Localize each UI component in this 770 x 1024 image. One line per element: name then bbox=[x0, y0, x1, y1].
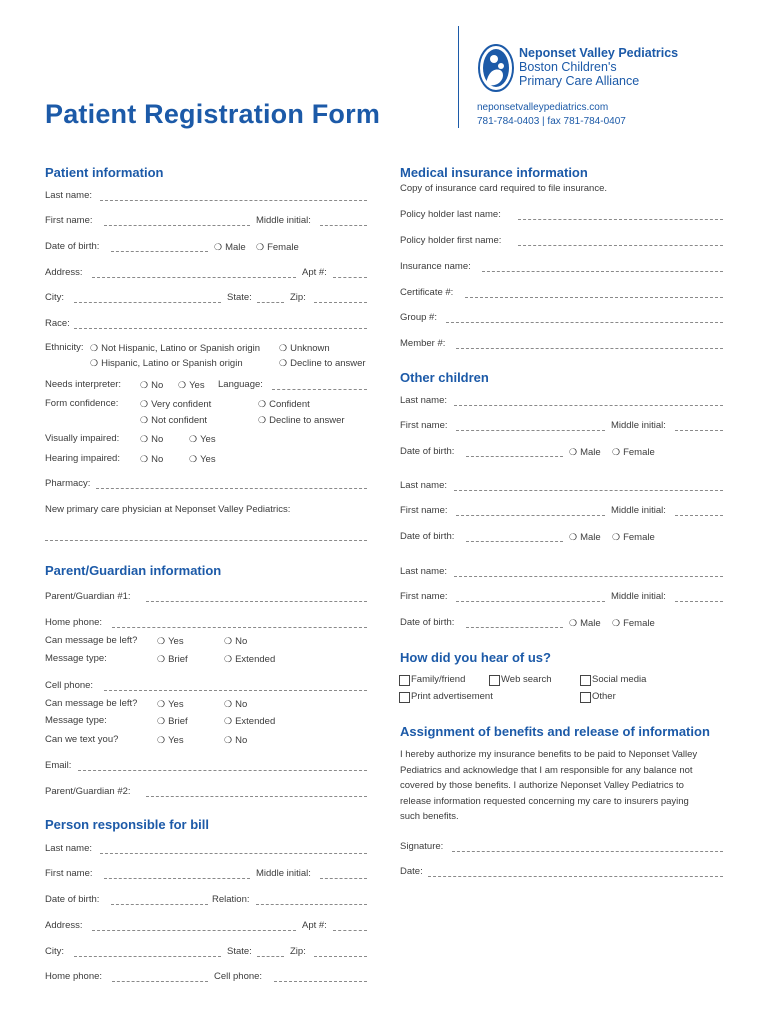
resp-first-name-label: First name: bbox=[45, 868, 93, 879]
child2-male-radio[interactable]: ❍ Male bbox=[569, 531, 601, 544]
child3-first-name-label: First name: bbox=[400, 591, 448, 602]
pg2-field[interactable] bbox=[146, 796, 367, 797]
resp-address-label: Address: bbox=[45, 920, 83, 931]
patient-last-name-label: Last name: bbox=[45, 190, 92, 201]
holder-last-field[interactable] bbox=[518, 219, 723, 220]
resp-first-name-field[interactable] bbox=[104, 878, 250, 879]
signature-label: Signature: bbox=[400, 841, 444, 852]
patient-apt-field[interactable] bbox=[333, 277, 367, 278]
group-field[interactable] bbox=[446, 322, 723, 323]
patient-address-field[interactable] bbox=[92, 277, 296, 278]
assignment-text-line1: I hereby authorize my insurance benefits to be paid to Neponset Valley bbox=[400, 749, 698, 760]
child2-first-name-label: First name: bbox=[400, 505, 448, 516]
pg1-field[interactable] bbox=[146, 601, 367, 602]
can-text-label: Can we text you? bbox=[45, 734, 119, 745]
patient-race-field[interactable] bbox=[74, 328, 367, 329]
patient-address-label: Address: bbox=[45, 267, 83, 278]
resp-home-phone-label: Home phone: bbox=[45, 971, 103, 982]
resp-apt-label: Apt #: bbox=[302, 920, 327, 931]
header-divider bbox=[458, 26, 459, 128]
resp-address-field[interactable] bbox=[92, 930, 296, 931]
patient-middle-initial-field[interactable] bbox=[320, 225, 367, 226]
patient-first-name-field[interactable] bbox=[104, 225, 250, 226]
child2-last-name-field[interactable] bbox=[454, 490, 723, 491]
resp-relation-label: Relation: bbox=[212, 894, 250, 905]
pharmacy-field[interactable] bbox=[96, 488, 367, 489]
cell-message-type-label: Message type: bbox=[45, 715, 107, 726]
interpreter-no-radio[interactable]: ❍ No bbox=[140, 379, 163, 392]
patient-zip-label: Zip: bbox=[290, 292, 306, 303]
eth-hispanic-radio[interactable]: ❍ Hispanic, Latino or Spanish origin bbox=[90, 357, 243, 370]
assignment-text-line3: covered by those benefits. I authorize Neponset Valley Pediatrics to bbox=[400, 780, 684, 791]
child1-last-name-label: Last name: bbox=[400, 395, 447, 406]
language-label: Language: bbox=[218, 379, 263, 390]
assignment-text-line4: release information requested concerning my care to insurers paying bbox=[400, 796, 689, 807]
resp-state-field[interactable] bbox=[257, 956, 284, 957]
child1-male-radio[interactable]: ❍ Male bbox=[569, 446, 601, 459]
child3-last-name-field[interactable] bbox=[454, 576, 723, 577]
patient-dob-field[interactable] bbox=[111, 251, 208, 252]
home-brief-radio[interactable]: ❍ Brief bbox=[157, 653, 188, 666]
hearing-no-radio[interactable]: ❍ No bbox=[140, 453, 163, 466]
resp-home-phone-field[interactable] bbox=[112, 981, 208, 982]
assignment-heading: Assignment of benefits and release of information bbox=[400, 724, 710, 739]
child3-first-name-field[interactable] bbox=[456, 601, 605, 602]
responsible-heading: Person responsible for bill bbox=[45, 817, 209, 832]
patient-first-name-label: First name: bbox=[45, 215, 93, 226]
resp-dob-label: Date of birth: bbox=[45, 894, 100, 905]
insurance-name-field[interactable] bbox=[482, 271, 723, 272]
child2-first-name-field[interactable] bbox=[456, 515, 605, 516]
eth-unknown-radio[interactable]: ❍ Unknown bbox=[279, 342, 330, 355]
child1-middle-initial-field[interactable] bbox=[675, 430, 723, 431]
phone-fax: 781-784-0403 | fax 781-784-0407 bbox=[477, 116, 626, 127]
email-field[interactable] bbox=[78, 770, 367, 771]
group-label: Group #: bbox=[400, 312, 437, 323]
child1-first-name-field[interactable] bbox=[456, 430, 605, 431]
print-label: Print advertisement bbox=[411, 691, 493, 702]
child3-middle-initial-field[interactable] bbox=[675, 601, 723, 602]
resp-apt-field[interactable] bbox=[333, 930, 367, 931]
pharmacy-label: Pharmacy: bbox=[45, 478, 91, 489]
other-label: Other bbox=[592, 691, 616, 702]
child2-last-name-label: Last name: bbox=[400, 480, 447, 491]
assignment-text-line5: such benefits. bbox=[400, 811, 459, 822]
print-checkbox[interactable] bbox=[399, 692, 410, 703]
child1-dob-field[interactable] bbox=[466, 456, 563, 457]
pg1-cell-phone-field[interactable] bbox=[104, 690, 367, 691]
child2-dob-label: Date of birth: bbox=[400, 531, 455, 542]
resp-city-label: City: bbox=[45, 946, 64, 957]
patient-city-label: City: bbox=[45, 292, 64, 303]
certificate-label: Certificate #: bbox=[400, 287, 454, 298]
patient-race-label: Race: bbox=[45, 318, 70, 329]
insurance-note: Copy of insurance card required to file insurance. bbox=[400, 183, 608, 194]
confident-radio[interactable]: ❍ Confident bbox=[258, 398, 310, 411]
new-pcp-label: New primary care physician at Neponset Valley Pediatrics: bbox=[45, 504, 291, 515]
patient-last-name-field[interactable] bbox=[100, 200, 367, 201]
patient-city-field[interactable] bbox=[74, 302, 221, 303]
insurance-heading: Medical insurance information bbox=[400, 165, 588, 180]
child3-dob-field[interactable] bbox=[466, 627, 563, 628]
page-title: Patient Registration Form bbox=[45, 99, 381, 129]
visual-yes-radio[interactable]: ❍ Yes bbox=[189, 433, 216, 446]
eth-not-hispanic-radio[interactable]: ❍ Not Hispanic, Latino or Spanish origin bbox=[90, 342, 260, 355]
child2-female-radio[interactable]: ❍ Female bbox=[612, 531, 655, 544]
child1-last-name-field[interactable] bbox=[454, 405, 723, 406]
web-checkbox[interactable] bbox=[489, 675, 500, 686]
brand-name: Neponset Valley Pediatrics bbox=[519, 46, 679, 60]
website-link[interactable]: neponsetvalleypediatrics.com bbox=[477, 102, 609, 113]
holder-last-label: Policy holder last name: bbox=[400, 209, 501, 220]
social-label: Social media bbox=[592, 674, 647, 685]
child1-middle-initial-label: Middle initial: bbox=[611, 420, 666, 431]
patient-male-radio[interactable]: ❍ Male bbox=[214, 241, 246, 254]
child3-female-radio[interactable]: ❍ Female bbox=[612, 617, 655, 630]
home-message-type-label: Message type: bbox=[45, 653, 107, 664]
hearing-yes-radio[interactable]: ❍ Yes bbox=[189, 453, 216, 466]
date-label: Date: bbox=[400, 866, 423, 877]
patient-female-radio[interactable]: ❍ Female bbox=[256, 241, 299, 254]
holder-first-label: Policy holder first name: bbox=[400, 235, 502, 246]
resp-dob-field[interactable] bbox=[111, 904, 208, 905]
patient-state-field[interactable] bbox=[257, 302, 284, 303]
pg1-cell-phone-label: Cell phone: bbox=[45, 680, 94, 691]
home-can-message-label: Can message be left? bbox=[45, 635, 138, 646]
child1-female-radio[interactable]: ❍ Female bbox=[612, 446, 655, 459]
logo-icon bbox=[476, 42, 516, 94]
interpreter-yes-radio[interactable]: ❍ Yes bbox=[178, 379, 205, 392]
family-checkbox[interactable] bbox=[399, 675, 410, 686]
home-extended-radio[interactable]: ❍ Extended bbox=[224, 653, 275, 666]
resp-zip-label: Zip: bbox=[290, 946, 306, 957]
resp-cell-phone-label: Cell phone: bbox=[214, 971, 263, 982]
pg1-home-phone-label: Home phone: bbox=[45, 617, 103, 628]
hearing-impaired-label: Hearing impaired: bbox=[45, 453, 120, 464]
resp-zip-field[interactable] bbox=[314, 956, 367, 957]
patient-zip-field[interactable] bbox=[314, 302, 367, 303]
family-label: Family/friend bbox=[411, 674, 466, 685]
web-label: Web search bbox=[501, 674, 552, 685]
hear-heading: How did you hear of us? bbox=[400, 650, 551, 665]
home-message-yes-radio[interactable]: ❍ Yes bbox=[157, 635, 184, 648]
resp-middle-initial-label: Middle initial: bbox=[256, 868, 311, 879]
patient-middle-initial-label: Middle initial: bbox=[256, 215, 311, 226]
child2-dob-field[interactable] bbox=[466, 541, 563, 542]
patient-info-heading: Patient information bbox=[45, 165, 164, 180]
pg2-label: Parent/Guardian #2: bbox=[45, 786, 131, 797]
email-label: Email: bbox=[45, 760, 72, 771]
pg1-home-phone-field[interactable] bbox=[112, 627, 367, 628]
patient-dob-label: Date of birth: bbox=[45, 241, 100, 252]
child3-middle-initial-label: Middle initial: bbox=[611, 591, 666, 602]
patient-apt-label: Apt #: bbox=[302, 267, 327, 278]
brand-line3: Primary Care Alliance bbox=[519, 74, 640, 88]
patient-state-label: State: bbox=[227, 292, 252, 303]
home-message-no-radio[interactable]: ❍ No bbox=[224, 635, 247, 648]
child3-last-name-label: Last name: bbox=[400, 566, 447, 577]
cell-message-yes-radio[interactable]: ❍ Yes bbox=[157, 698, 184, 711]
other-children-heading: Other children bbox=[400, 370, 489, 385]
visually-impaired-label: Visually impaired: bbox=[45, 433, 120, 444]
child1-first-name-label: First name: bbox=[400, 420, 448, 431]
signature-field[interactable] bbox=[452, 851, 723, 852]
member-label: Member #: bbox=[400, 338, 446, 349]
visual-no-radio[interactable]: ❍ No bbox=[140, 433, 163, 446]
holder-first-field[interactable] bbox=[518, 245, 723, 246]
ethnicity-label: Ethnicity: bbox=[45, 342, 84, 353]
resp-last-name-field[interactable] bbox=[100, 853, 367, 854]
cell-message-no-radio[interactable]: ❍ No bbox=[224, 698, 247, 711]
resp-state-label: State: bbox=[227, 946, 252, 957]
resp-middle-initial-field[interactable] bbox=[320, 878, 367, 879]
social-checkbox[interactable] bbox=[580, 675, 591, 686]
text-yes-radio[interactable]: ❍ Yes bbox=[157, 734, 184, 747]
resp-relation-field[interactable] bbox=[256, 904, 367, 905]
resp-cell-phone-field[interactable] bbox=[274, 981, 367, 982]
other-checkbox[interactable] bbox=[580, 692, 591, 703]
confidence-decline-radio[interactable]: ❍ Decline to answer bbox=[258, 414, 345, 427]
certificate-field[interactable] bbox=[465, 297, 723, 298]
resp-last-name-label: Last name: bbox=[45, 843, 92, 854]
cell-brief-radio[interactable]: ❍ Brief bbox=[157, 715, 188, 728]
cell-extended-radio[interactable]: ❍ Extended bbox=[224, 715, 275, 728]
pg1-label: Parent/Guardian #1: bbox=[45, 591, 131, 602]
brand-line2: Boston Children's bbox=[519, 60, 617, 74]
assignment-text-line2: Pediatrics and acknowledge that I am responsible for any balance not bbox=[400, 765, 693, 776]
not-confident-radio[interactable]: ❍ Not confident bbox=[140, 414, 207, 427]
cell-can-message-label: Can message be left? bbox=[45, 698, 138, 709]
resp-city-field[interactable] bbox=[74, 956, 221, 957]
very-confident-radio[interactable]: ❍ Very confident bbox=[140, 398, 211, 411]
insurance-name-label: Insurance name: bbox=[400, 261, 471, 272]
child2-middle-initial-field[interactable] bbox=[675, 515, 723, 516]
text-no-radio[interactable]: ❍ No bbox=[224, 734, 247, 747]
child3-dob-label: Date of birth: bbox=[400, 617, 455, 628]
child3-male-radio[interactable]: ❍ Male bbox=[569, 617, 601, 630]
child1-dob-label: Date of birth: bbox=[400, 446, 455, 457]
date-field[interactable] bbox=[428, 876, 723, 877]
child2-middle-initial-label: Middle initial: bbox=[611, 505, 666, 516]
new-pcp-field[interactable] bbox=[45, 540, 367, 541]
language-field[interactable] bbox=[272, 389, 367, 390]
eth-decline-radio[interactable]: ❍ Decline to answer bbox=[279, 357, 366, 370]
form-confidence-label: Form confidence: bbox=[45, 398, 119, 409]
needs-interpreter-label: Needs interpreter: bbox=[45, 379, 122, 390]
guardian-info-heading: Parent/Guardian information bbox=[45, 563, 222, 578]
member-field[interactable] bbox=[456, 348, 723, 349]
